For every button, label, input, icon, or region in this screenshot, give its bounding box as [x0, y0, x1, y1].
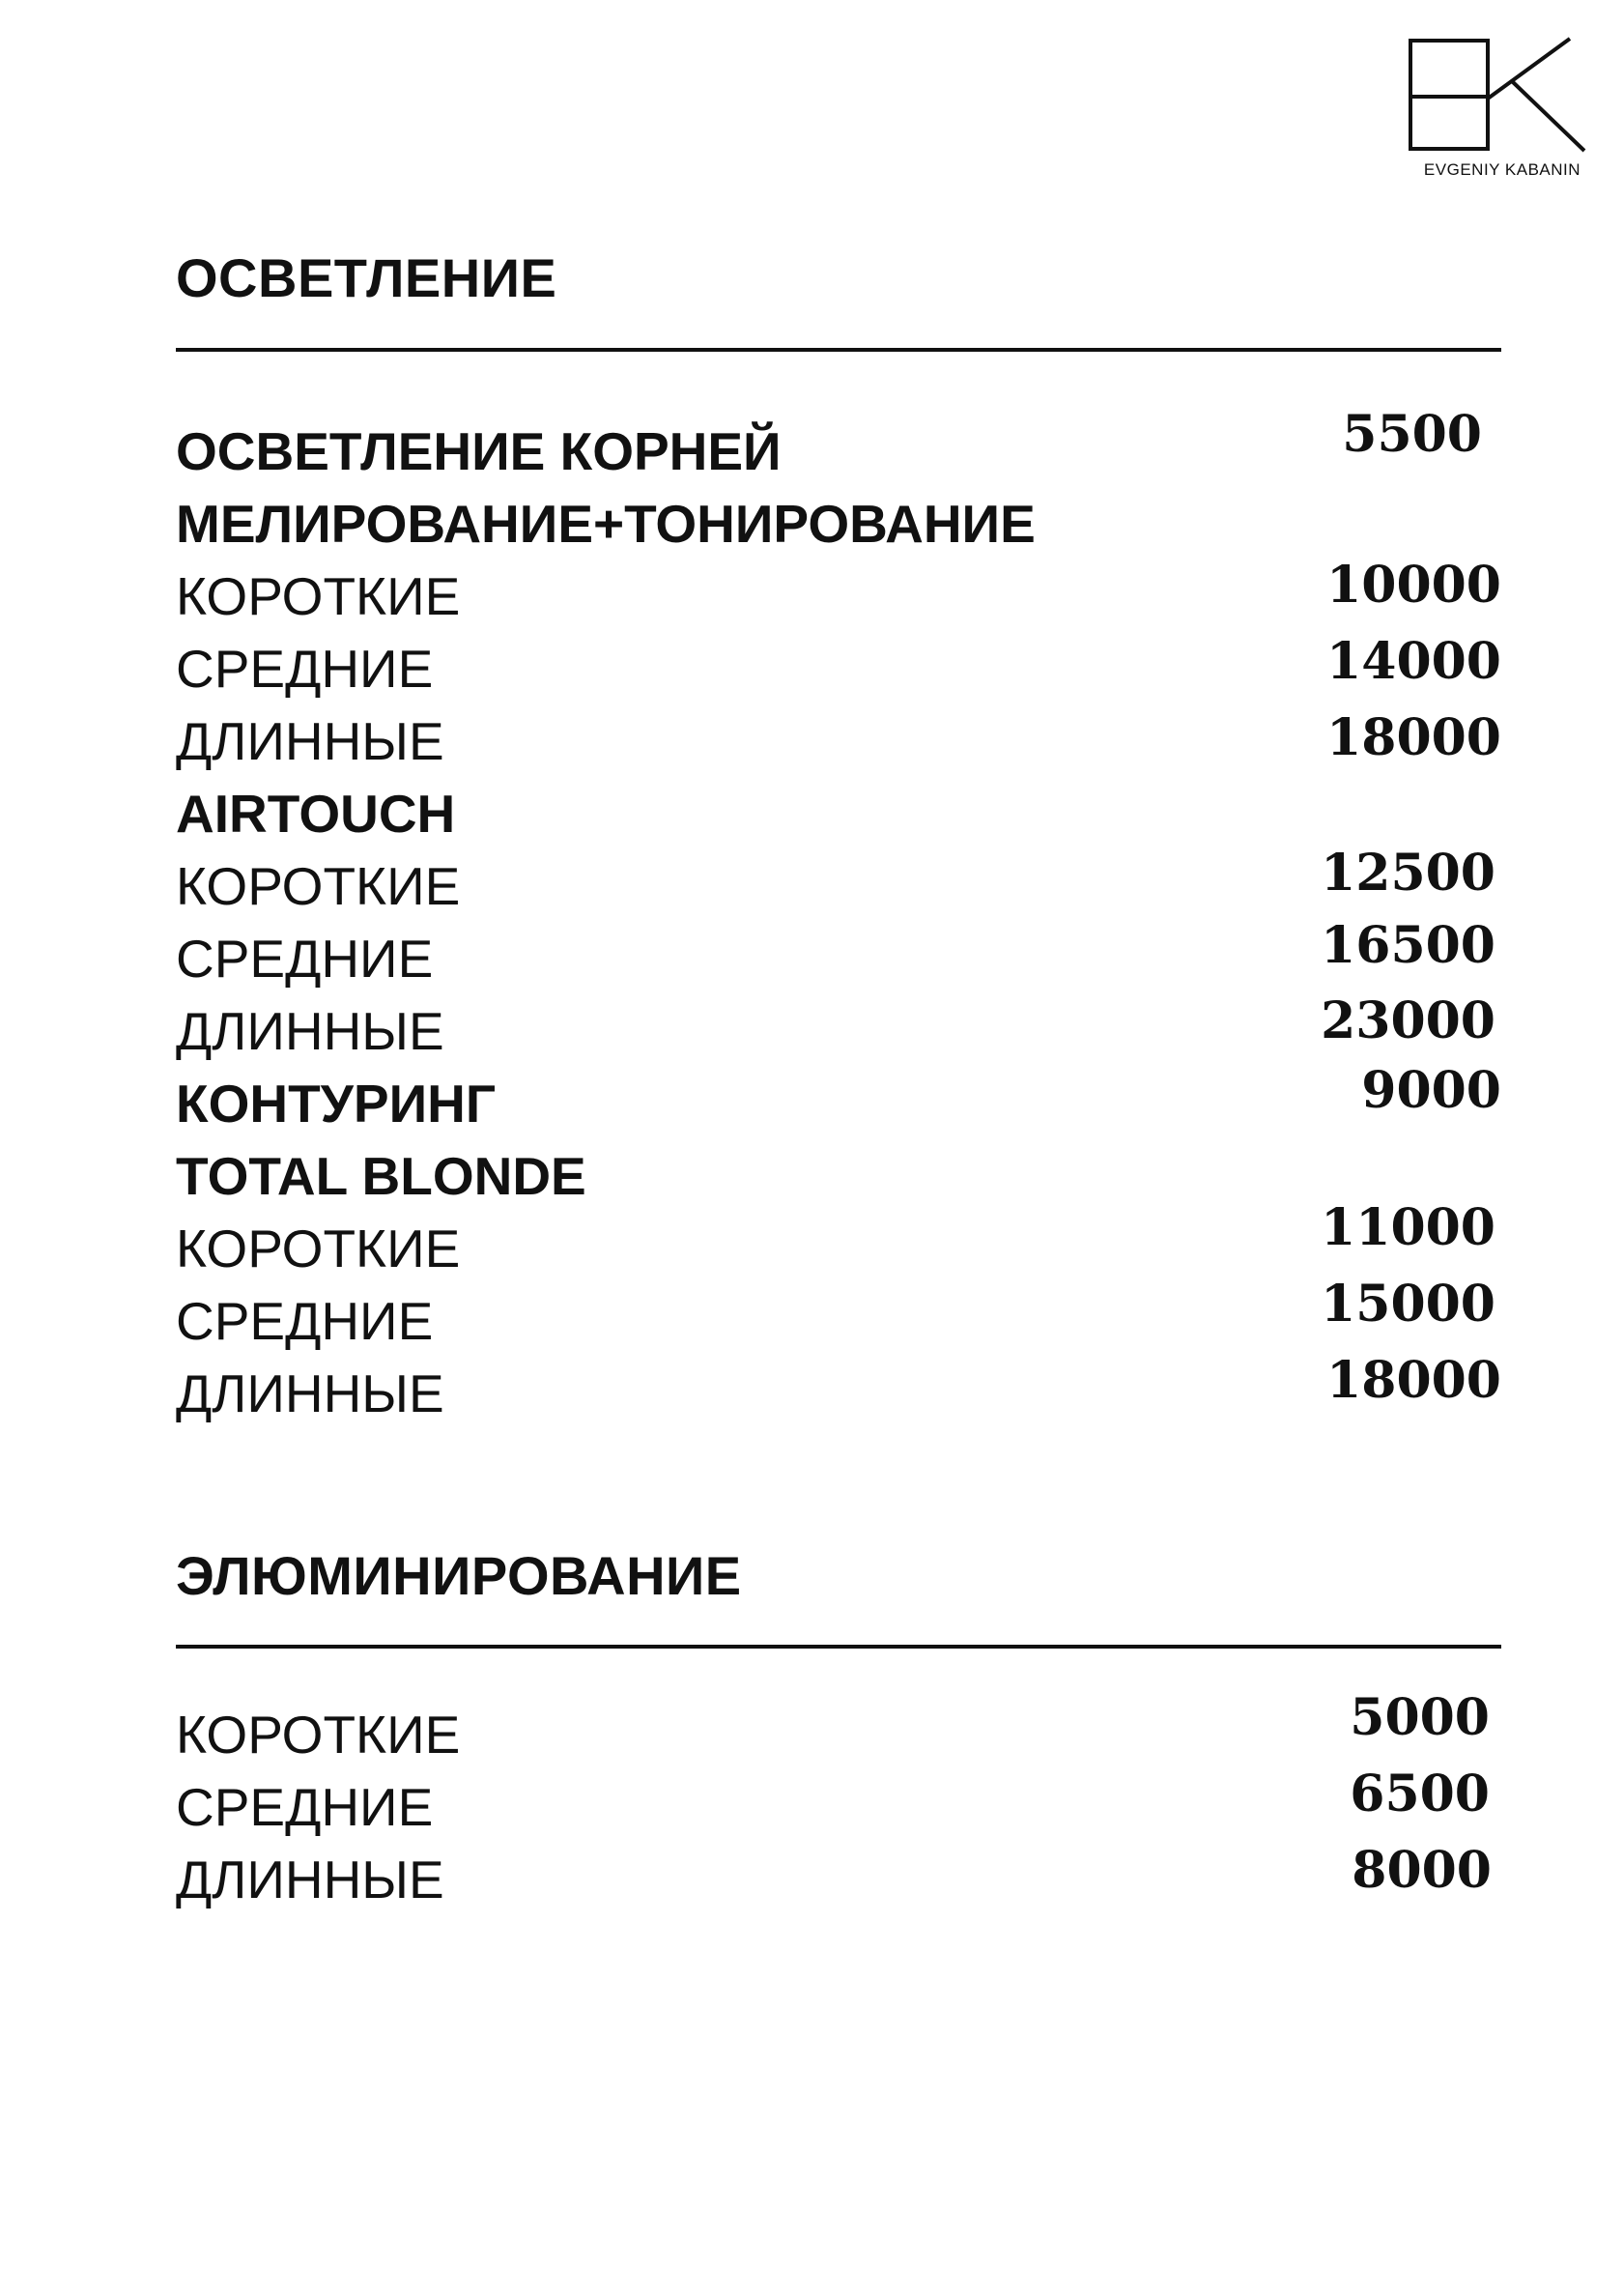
row-price: 14000: [1326, 632, 1501, 691]
price-row: [176, 991, 1501, 1065]
row-price: 5500: [1342, 405, 1482, 464]
brand-name: EVGENIY KABANIN: [1423, 160, 1581, 179]
section-divider: [176, 1645, 1501, 1649]
row-price: 9000: [1361, 1061, 1501, 1120]
price-row: [176, 1688, 1501, 1768]
price-row: [176, 844, 1501, 920]
row-label: СРЕДНИЕ: [176, 929, 434, 989]
brand-logo: [1406, 37, 1599, 182]
price-row: [176, 1061, 1501, 1137]
subsection-heading: [176, 780, 1501, 847]
price-row: [176, 405, 1501, 485]
ek-monogram-icon: [1406, 37, 1599, 158]
row-label: МЕЛИРОВАНИЕ+ТОНИРОВАНИЕ: [176, 494, 1036, 554]
price-row: [176, 556, 1501, 630]
section-divider: [176, 348, 1501, 352]
price-row: [176, 1351, 1501, 1427]
row-price: 15000: [1321, 1275, 1495, 1334]
subsection-heading: [176, 1142, 1501, 1210]
row-label: КОРОТКИЕ: [176, 856, 461, 916]
row-label: КОРОТКИЕ: [176, 1219, 461, 1278]
subsection-heading: [176, 490, 1501, 558]
row-label: ДЛИННЫЕ: [176, 1001, 444, 1061]
row-label: КОРОТКИЕ: [176, 1705, 461, 1765]
row-price: 18000: [1326, 708, 1501, 767]
price-row: [176, 632, 1501, 703]
price-row: [176, 1841, 1501, 1913]
price-row: [176, 707, 1501, 775]
row-price: 23000: [1321, 991, 1495, 1050]
row-label: СРЕДНИЕ: [176, 639, 434, 699]
row-price: 18000: [1326, 1351, 1501, 1410]
row-price: 8000: [1352, 1841, 1492, 1900]
row-price: 10000: [1326, 556, 1501, 615]
row-label: ДЛИННЫЕ: [176, 711, 444, 771]
row-label: СРЕДНИЕ: [176, 1291, 434, 1351]
price-row: [176, 916, 1501, 992]
row-label: КОНТУРИНГ: [176, 1074, 496, 1134]
row-label: ОСВЕТЛЕНИЕ КОРНЕЙ: [176, 421, 782, 481]
row-label: TOTAL BLONDE: [176, 1146, 586, 1206]
price-row: [176, 1198, 1501, 1282]
row-price: 11000: [1321, 1198, 1495, 1257]
section-title-elumination: ЭЛЮМИНИРОВАНИЕ: [176, 1545, 742, 1606]
row-price: 12500: [1321, 844, 1495, 903]
price-row: [176, 1275, 1501, 1355]
row-label: КОРОТКИЕ: [176, 566, 461, 626]
row-price: 6500: [1350, 1765, 1490, 1823]
row-label: ДЛИННЫЕ: [176, 1363, 444, 1423]
section-title-lightening: ОСВЕТЛЕНИЕ: [176, 247, 557, 308]
row-label: ДЛИННЫЕ: [176, 1850, 444, 1909]
row-price: 5000: [1350, 1688, 1490, 1747]
price-row: [176, 1765, 1501, 1841]
row-label: AIRTOUCH: [176, 784, 456, 844]
row-price: 16500: [1321, 916, 1495, 975]
row-label: СРЕДНИЕ: [176, 1777, 434, 1837]
